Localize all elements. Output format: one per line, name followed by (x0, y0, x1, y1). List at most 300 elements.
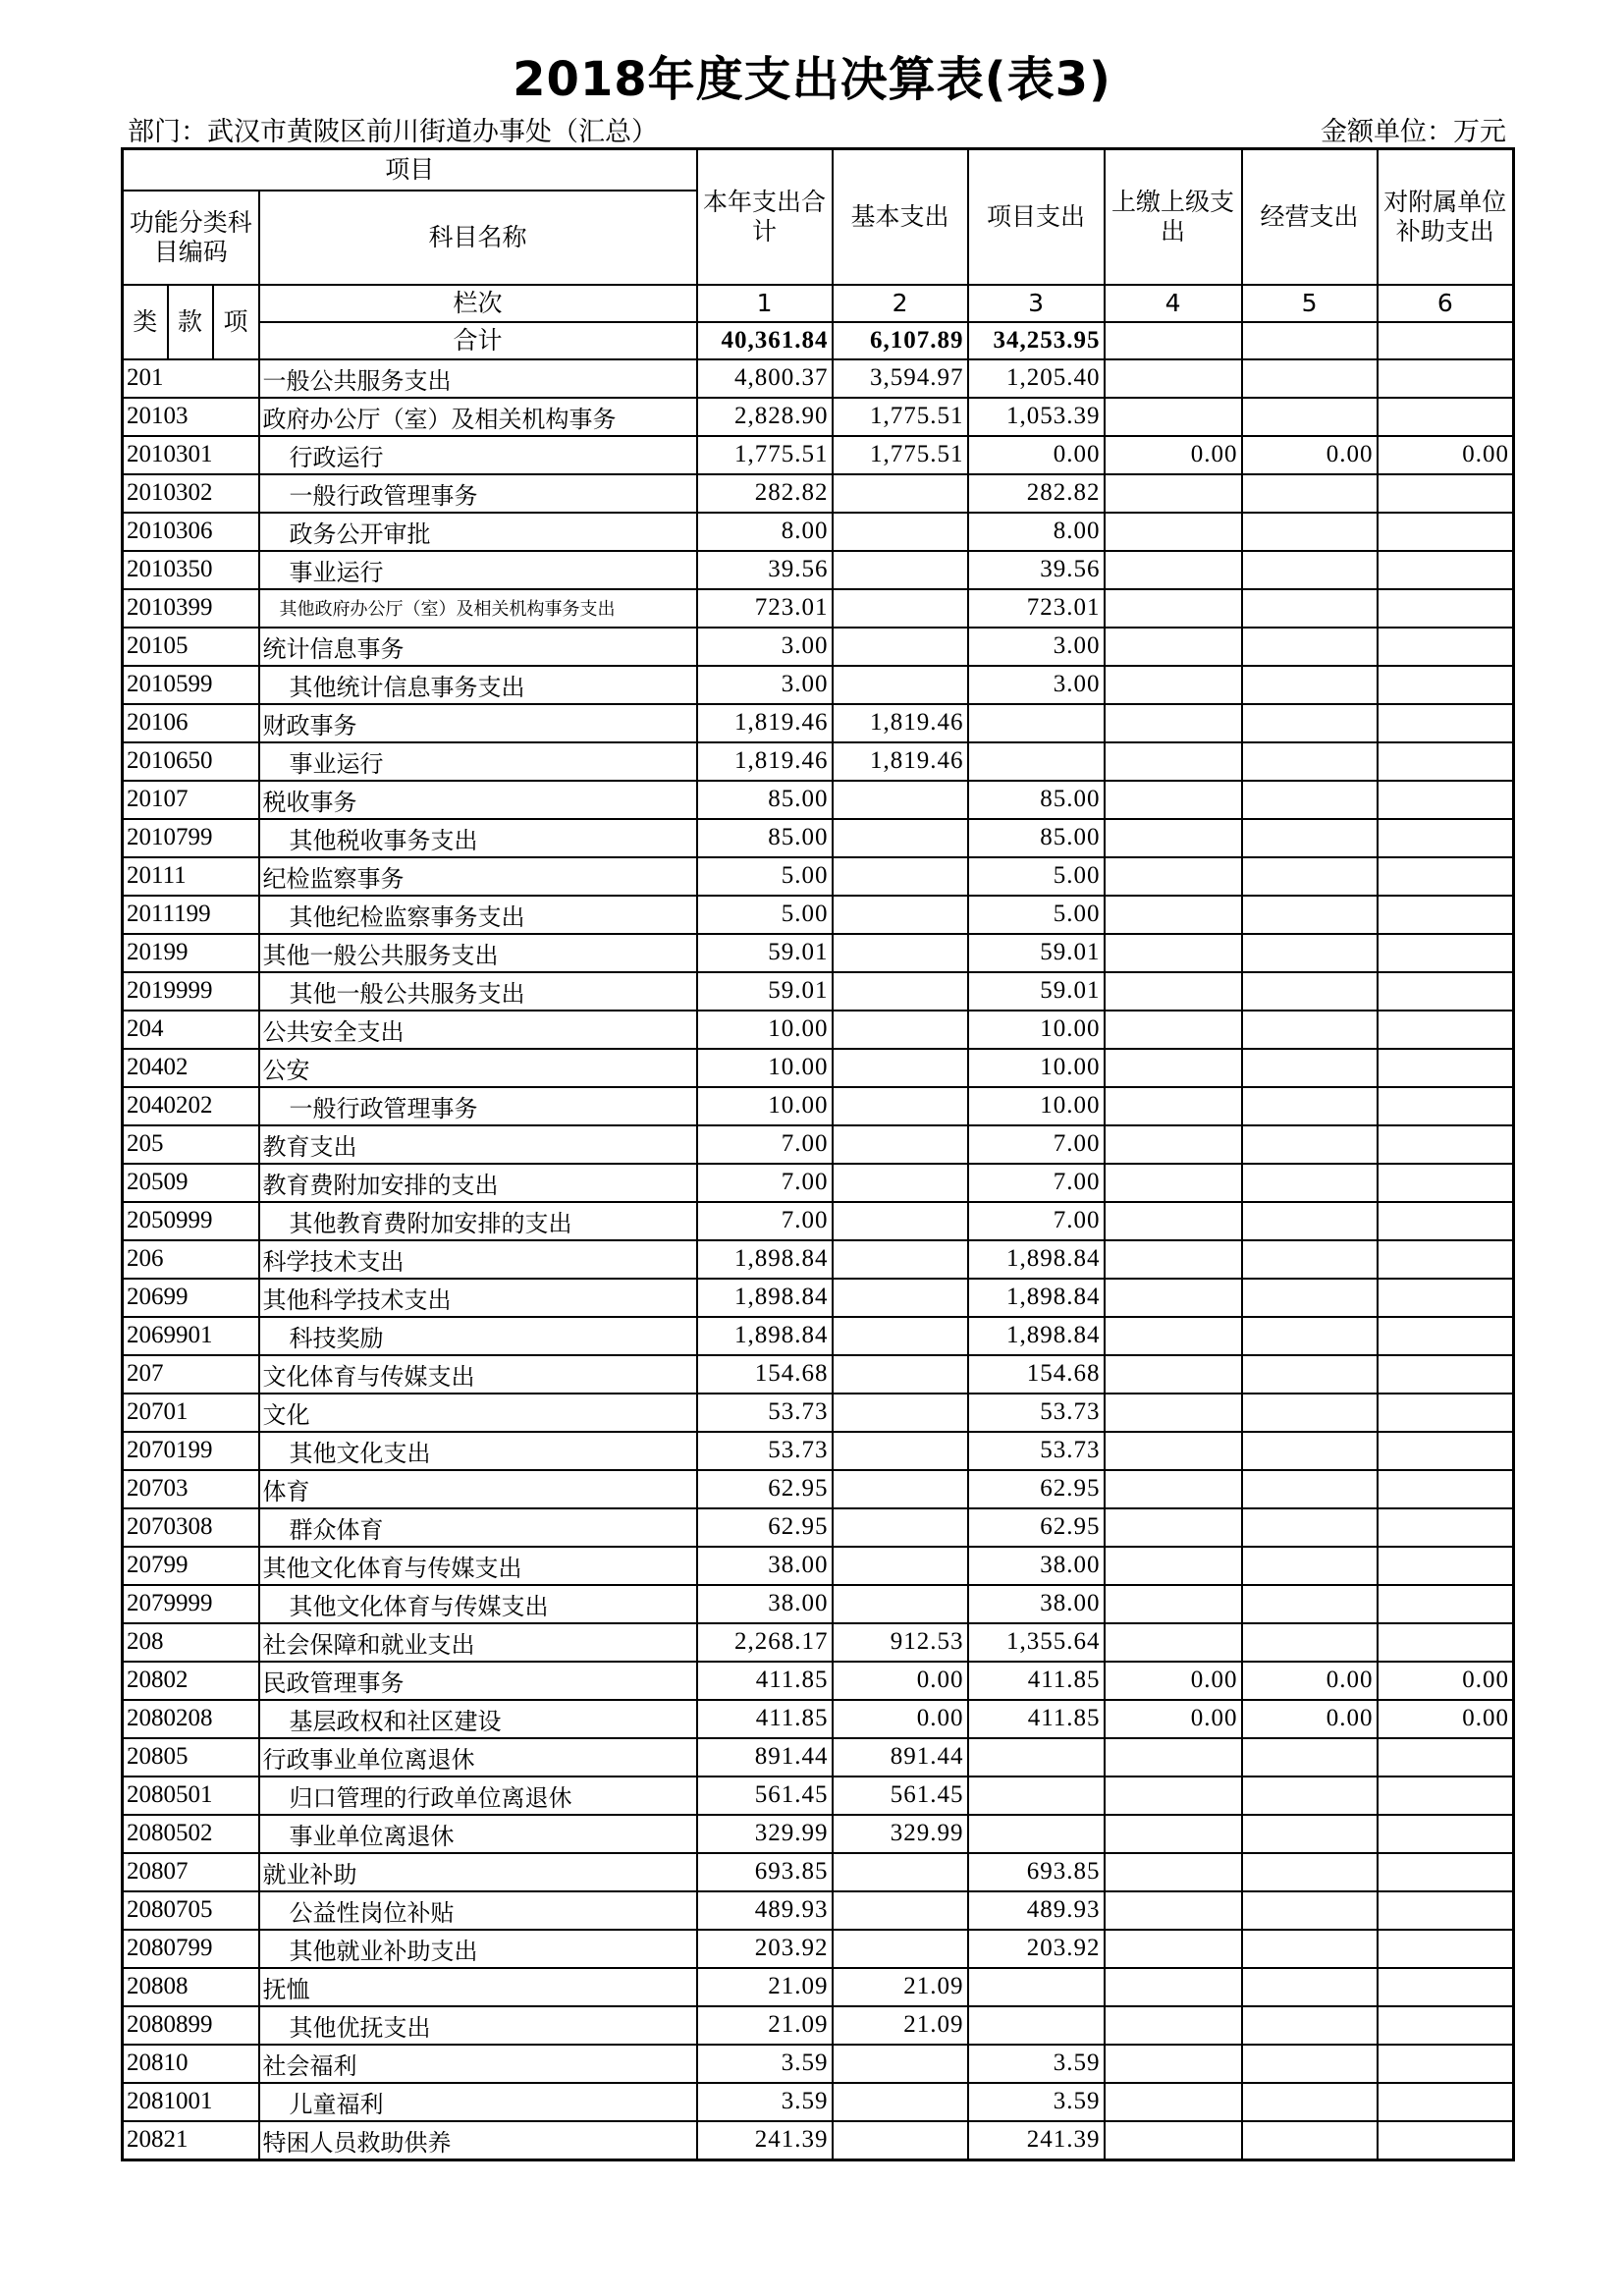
amount-col5 (1242, 589, 1378, 628)
amount-col4: 0.00 (1105, 1700, 1242, 1738)
amount-col2: 0.00 (833, 1662, 968, 1700)
amount-col1: 3.59 (697, 2083, 833, 2121)
amount-col1: 62.95 (697, 1470, 833, 1508)
subject-name: 一般行政管理事务 (259, 1087, 697, 1125)
amount-col5 (1242, 1815, 1378, 1853)
subject-code: 2080705 (123, 1891, 259, 1930)
table-row (123, 1279, 1514, 1317)
amount-col5 (1242, 1508, 1378, 1547)
amount-col5 (1242, 1738, 1378, 1777)
amount-col2 (833, 551, 968, 589)
subject-code: 2069901 (123, 1317, 259, 1355)
amount-col3: 85.00 (968, 819, 1105, 857)
amount-col1: 3.00 (697, 666, 833, 704)
amount-col5 (1242, 972, 1378, 1011)
amount-col2 (833, 1011, 968, 1049)
department-label: 部门：武汉市黄陂区前川街道办事处（汇总） (128, 117, 658, 147)
table-row (123, 1125, 1514, 1164)
amount-col1: 1,819.46 (697, 742, 833, 781)
amount-col1: 53.73 (697, 1432, 833, 1470)
subject-name: 科学技术支出 (259, 1240, 697, 1279)
header-func-code: 功能分类科目编码 (123, 191, 259, 285)
amount-col3: 7.00 (968, 1125, 1105, 1164)
amount-col1: 154.68 (697, 1355, 833, 1394)
amount-col6 (1378, 1738, 1514, 1777)
amount-col3: 203.92 (968, 1930, 1105, 1968)
amount-col4 (1105, 2083, 1242, 2121)
amount-col5 (1242, 2083, 1378, 2121)
amount-col1: 21.09 (697, 2006, 833, 2045)
amount-col6 (1378, 1317, 1514, 1355)
subject-code: 2080208 (123, 1700, 259, 1738)
amount-col5 (1242, 628, 1378, 666)
table-row (123, 1432, 1514, 1470)
amount-col5 (1242, 857, 1378, 896)
amount-col4 (1105, 1470, 1242, 1508)
amount-col4 (1105, 513, 1242, 551)
subject-code: 20509 (123, 1164, 259, 1202)
amount-col6 (1378, 1355, 1514, 1394)
amount-col4 (1105, 1853, 1242, 1891)
subject-name: 其他教育费附加安排的支出 (259, 1202, 697, 1240)
amount-col6 (1378, 704, 1514, 742)
subject-name: 公益性岗位补贴 (259, 1891, 697, 1930)
amount-col3: 411.85 (968, 1700, 1105, 1738)
subject-code: 2010650 (123, 742, 259, 781)
amount-col5 (1242, 781, 1378, 819)
amount-col3: 53.73 (968, 1432, 1105, 1470)
amount-col4 (1105, 1738, 1242, 1777)
header-col3: 项目支出 (968, 149, 1105, 285)
amount-col6 (1378, 1202, 1514, 1240)
subject-name: 其他纪检监察事务支出 (259, 896, 697, 934)
amount-col4 (1105, 1432, 1242, 1470)
amount-col4 (1105, 1202, 1242, 1240)
amount-col2 (833, 1853, 968, 1891)
subject-name: 体育 (259, 1470, 697, 1508)
subject-code: 206 (123, 1240, 259, 1279)
subject-code: 20805 (123, 1738, 259, 1777)
table-row (123, 1815, 1514, 1853)
table-row (123, 1700, 1514, 1738)
amount-col6 (1378, 474, 1514, 513)
subject-name: 政府办公厅（室）及相关机构事务 (259, 398, 697, 436)
subject-code: 20703 (123, 1470, 259, 1508)
amount-col4 (1105, 1508, 1242, 1547)
subject-name: 归口管理的行政单位离退休 (259, 1777, 697, 1815)
amount-col4 (1105, 1623, 1242, 1662)
subject-code: 20111 (123, 857, 259, 896)
table-row (123, 1087, 1514, 1125)
amount-col6 (1378, 1432, 1514, 1470)
amount-col5 (1242, 1279, 1378, 1317)
amount-col5 (1242, 1891, 1378, 1930)
subject-name: 财政事务 (259, 704, 697, 742)
amount-col6 (1378, 589, 1514, 628)
amount-col1: 1,898.84 (697, 1317, 833, 1355)
amount-col2: 912.53 (833, 1623, 968, 1662)
amount-col6 (1378, 1930, 1514, 1968)
amount-col6 (1378, 1508, 1514, 1547)
amount-col4 (1105, 742, 1242, 781)
subject-name: 其他文化支出 (259, 1432, 697, 1470)
subject-name: 其他优抚支出 (259, 2006, 697, 2045)
subject-code: 20105 (123, 628, 259, 666)
amount-col6 (1378, 896, 1514, 934)
amount-col6 (1378, 1087, 1514, 1125)
amount-col2 (833, 819, 968, 857)
amount-col1: 693.85 (697, 1853, 833, 1891)
amount-col3: 62.95 (968, 1508, 1105, 1547)
amount-col2 (833, 1049, 968, 1087)
amount-col5 (1242, 474, 1378, 513)
subject-name: 其他政府办公厅（室）及相关机构事务支出 (259, 589, 697, 628)
amount-col2 (833, 1164, 968, 1202)
subject-code: 204 (123, 1011, 259, 1049)
col-number: 6 (1378, 285, 1514, 322)
amount-col3 (968, 2006, 1105, 2045)
subject-name: 纪检监察事务 (259, 857, 697, 896)
amount-col1: 561.45 (697, 1777, 833, 1815)
amount-col6 (1378, 972, 1514, 1011)
amount-col4 (1105, 1547, 1242, 1585)
amount-col2 (833, 589, 968, 628)
amount-col1: 329.99 (697, 1815, 833, 1853)
amount-col6 (1378, 781, 1514, 819)
subject-code: 2010301 (123, 436, 259, 474)
total-c6 (1378, 322, 1514, 359)
amount-col4: 0.00 (1105, 436, 1242, 474)
amount-col3: 38.00 (968, 1547, 1105, 1585)
table-row (123, 2006, 1514, 2045)
amount-col5 (1242, 1240, 1378, 1279)
amount-col1: 2,828.90 (697, 398, 833, 436)
amount-col6 (1378, 551, 1514, 589)
amount-col5 (1242, 1547, 1378, 1585)
subject-code: 20699 (123, 1279, 259, 1317)
amount-col1: 10.00 (697, 1049, 833, 1087)
table-row (123, 1355, 1514, 1394)
amount-col6 (1378, 1623, 1514, 1662)
amount-col4 (1105, 1394, 1242, 1432)
amount-col1: 241.39 (697, 2121, 833, 2160)
amount-col3: 1,898.84 (968, 1317, 1105, 1355)
amount-col2 (833, 474, 968, 513)
subject-code: 20107 (123, 781, 259, 819)
amount-col4 (1105, 359, 1242, 398)
amount-col3 (968, 1777, 1105, 1815)
amount-col3: 10.00 (968, 1087, 1105, 1125)
amount-col5 (1242, 1394, 1378, 1432)
amount-col4 (1105, 1815, 1242, 1853)
amount-col4 (1105, 704, 1242, 742)
subject-name: 其他科学技术支出 (259, 1279, 697, 1317)
amount-col3: 59.01 (968, 972, 1105, 1011)
subject-code: 2019999 (123, 972, 259, 1011)
amount-col2 (833, 1087, 968, 1125)
amount-col2: 1,775.51 (833, 436, 968, 474)
amount-col6 (1378, 2083, 1514, 2121)
amount-col4 (1105, 819, 1242, 857)
subject-code: 2010302 (123, 474, 259, 513)
amount-col1: 282.82 (697, 474, 833, 513)
amount-col5 (1242, 398, 1378, 436)
amount-col6 (1378, 1853, 1514, 1891)
amount-col3: 7.00 (968, 1164, 1105, 1202)
amount-col6 (1378, 359, 1514, 398)
amount-col5 (1242, 1623, 1378, 1662)
amount-col1: 1,819.46 (697, 704, 833, 742)
subject-name: 其他文化体育与传媒支出 (259, 1585, 697, 1623)
amount-col1: 62.95 (697, 1508, 833, 1547)
amount-col5 (1242, 742, 1378, 781)
subject-code: 201 (123, 359, 259, 398)
amount-col2 (833, 2045, 968, 2083)
amount-col1: 8.00 (697, 513, 833, 551)
amount-col2 (833, 972, 968, 1011)
header-lei: 类 (123, 285, 168, 359)
amount-col6 (1378, 1279, 1514, 1317)
amount-col1: 7.00 (697, 1164, 833, 1202)
table-row (123, 1891, 1514, 1930)
table-row (123, 551, 1514, 589)
expenditure-table (121, 147, 1515, 2161)
amount-col2 (833, 857, 968, 896)
amount-col2 (833, 1279, 968, 1317)
amount-col5 (1242, 1317, 1378, 1355)
amount-col3: 1,898.84 (968, 1279, 1105, 1317)
amount-col3 (968, 704, 1105, 742)
table-row (123, 1930, 1514, 1968)
subject-code: 20106 (123, 704, 259, 742)
amount-col1: 891.44 (697, 1738, 833, 1777)
subject-name: 事业运行 (259, 551, 697, 589)
amount-col4 (1105, 857, 1242, 896)
amount-col4 (1105, 398, 1242, 436)
amount-col1: 1,898.84 (697, 1279, 833, 1317)
amount-col4 (1105, 628, 1242, 666)
header-col1: 本年支出合计 (697, 149, 833, 285)
subject-code: 207 (123, 1355, 259, 1394)
table-row (123, 781, 1514, 819)
amount-col2: 1,819.46 (833, 742, 968, 781)
table-row (123, 1738, 1514, 1777)
subject-name: 其他税收事务支出 (259, 819, 697, 857)
subject-code: 20799 (123, 1547, 259, 1585)
subject-name: 一般行政管理事务 (259, 474, 697, 513)
header-xiang: 项 (213, 285, 259, 359)
amount-col4 (1105, 1585, 1242, 1623)
table-row (123, 2121, 1514, 2160)
subject-name: 其他统计信息事务支出 (259, 666, 697, 704)
amount-col3: 10.00 (968, 1049, 1105, 1087)
amount-col5 (1242, 896, 1378, 934)
subject-code: 20199 (123, 934, 259, 972)
subject-name: 民政管理事务 (259, 1662, 697, 1700)
amount-col1: 3.00 (697, 628, 833, 666)
amount-col6 (1378, 1049, 1514, 1087)
amount-col3: 1,205.40 (968, 359, 1105, 398)
subject-name: 事业运行 (259, 742, 697, 781)
amount-col5 (1242, 1087, 1378, 1125)
amount-col5 (1242, 513, 1378, 551)
amount-col3: 411.85 (968, 1662, 1105, 1700)
header-subject-name: 科目名称 (259, 191, 697, 285)
amount-col2 (833, 1317, 968, 1355)
amount-col1: 411.85 (697, 1662, 833, 1700)
amount-col2 (833, 896, 968, 934)
amount-col5 (1242, 1470, 1378, 1508)
amount-col3: 8.00 (968, 513, 1105, 551)
amount-col6 (1378, 628, 1514, 666)
amount-col6 (1378, 1777, 1514, 1815)
amount-col1: 723.01 (697, 589, 833, 628)
amount-col5 (1242, 551, 1378, 589)
amount-col6: 0.00 (1378, 1662, 1514, 1700)
subject-code: 20701 (123, 1394, 259, 1432)
table-row (123, 934, 1514, 972)
subject-name: 其他文化体育与传媒支出 (259, 1547, 697, 1585)
amount-col2 (833, 1547, 968, 1585)
amount-col5: 0.00 (1242, 436, 1378, 474)
amount-col2: 1,819.46 (833, 704, 968, 742)
amount-col3: 1,355.64 (968, 1623, 1105, 1662)
amount-col2 (833, 1891, 968, 1930)
amount-col1: 7.00 (697, 1125, 833, 1164)
subject-code: 2081001 (123, 2083, 259, 2121)
amount-col5 (1242, 1930, 1378, 1968)
amount-col4 (1105, 1930, 1242, 1968)
amount-col4 (1105, 896, 1242, 934)
subject-name: 行政运行 (259, 436, 697, 474)
amount-col4 (1105, 589, 1242, 628)
amount-col1: 2,268.17 (697, 1623, 833, 1662)
subject-code: 20402 (123, 1049, 259, 1087)
table-row (123, 1240, 1514, 1279)
amount-col1: 3.59 (697, 2045, 833, 2083)
amount-col6 (1378, 742, 1514, 781)
table-row (123, 1164, 1514, 1202)
col-number: 5 (1242, 285, 1378, 322)
amount-col3: 3.59 (968, 2045, 1105, 2083)
amount-col2: 21.09 (833, 2006, 968, 2045)
subject-code: 20821 (123, 2121, 259, 2160)
subject-code: 2010599 (123, 666, 259, 704)
amount-col2 (833, 1202, 968, 1240)
amount-col5 (1242, 1011, 1378, 1049)
amount-col6 (1378, 819, 1514, 857)
subject-name: 科技奖励 (259, 1317, 697, 1355)
table-row (123, 513, 1514, 551)
subject-name: 其他一般公共服务支出 (259, 972, 697, 1011)
table-row (123, 972, 1514, 1011)
subject-code: 20802 (123, 1662, 259, 1700)
table-row (123, 398, 1514, 436)
subject-code: 2080502 (123, 1815, 259, 1853)
subject-code: 2010799 (123, 819, 259, 857)
total-c2: 6,107.89 (833, 322, 968, 359)
total-c5 (1242, 322, 1378, 359)
subject-name: 就业补助 (259, 1853, 697, 1891)
table-row (123, 1777, 1514, 1815)
amount-col5 (1242, 2121, 1378, 2160)
subject-code: 2079999 (123, 1585, 259, 1623)
amount-col3 (968, 1968, 1105, 2006)
amount-col6 (1378, 398, 1514, 436)
table-row (123, 1317, 1514, 1355)
amount-col2 (833, 2083, 968, 2121)
amount-col6 (1378, 2006, 1514, 2045)
amount-col1: 411.85 (697, 1700, 833, 1738)
amount-col2: 0.00 (833, 1700, 968, 1738)
col-number: 3 (968, 285, 1105, 322)
subject-name: 社会福利 (259, 2045, 697, 2083)
amount-col4 (1105, 1279, 1242, 1317)
amount-col5 (1242, 2045, 1378, 2083)
total-c1: 40,361.84 (697, 322, 833, 359)
subject-name: 公共安全支出 (259, 1011, 697, 1049)
amount-col4 (1105, 1164, 1242, 1202)
subject-code: 2010399 (123, 589, 259, 628)
amount-col5 (1242, 666, 1378, 704)
amount-col1: 21.09 (697, 1968, 833, 2006)
col-number: 2 (833, 285, 968, 322)
table-row (123, 1853, 1514, 1891)
amount-col4: 0.00 (1105, 1662, 1242, 1700)
amount-col3: 5.00 (968, 896, 1105, 934)
header-col4: 上缴上级支出 (1105, 149, 1242, 285)
amount-col4 (1105, 1355, 1242, 1394)
header-kuan: 款 (168, 285, 213, 359)
amount-col2 (833, 666, 968, 704)
amount-col2 (833, 1508, 968, 1547)
subject-name: 统计信息事务 (259, 628, 697, 666)
amount-col1: 53.73 (697, 1394, 833, 1432)
amount-col5 (1242, 2006, 1378, 2045)
subject-code: 2011199 (123, 896, 259, 934)
total-row (123, 322, 1514, 359)
amount-col6 (1378, 1815, 1514, 1853)
amount-col3 (968, 1738, 1105, 1777)
amount-col5 (1242, 819, 1378, 857)
subject-name: 特困人员救助供养 (259, 2121, 697, 2160)
header-col6: 对附属单位补助支出 (1378, 149, 1514, 285)
amount-col1: 1,775.51 (697, 436, 833, 474)
amount-col2: 1,775.51 (833, 398, 968, 436)
subject-code: 2050999 (123, 1202, 259, 1240)
subject-name: 教育费附加安排的支出 (259, 1164, 697, 1202)
amount-col3: 723.01 (968, 589, 1105, 628)
amount-col4 (1105, 781, 1242, 819)
amount-col3: 38.00 (968, 1585, 1105, 1623)
amount-col5 (1242, 359, 1378, 398)
subject-code: 2070199 (123, 1432, 259, 1470)
table-row (123, 1623, 1514, 1662)
amount-col1: 85.00 (697, 781, 833, 819)
amount-col1: 7.00 (697, 1202, 833, 1240)
table-row (123, 1508, 1514, 1547)
amount-col5 (1242, 1777, 1378, 1815)
subject-name: 教育支出 (259, 1125, 697, 1164)
amount-col1: 5.00 (697, 857, 833, 896)
table-row (123, 474, 1514, 513)
amount-col2 (833, 1240, 968, 1279)
table-row (123, 1968, 1514, 2006)
subject-code: 2080899 (123, 2006, 259, 2045)
subject-code: 2080501 (123, 1777, 259, 1815)
amount-col5 (1242, 1853, 1378, 1891)
amount-col2 (833, 513, 968, 551)
